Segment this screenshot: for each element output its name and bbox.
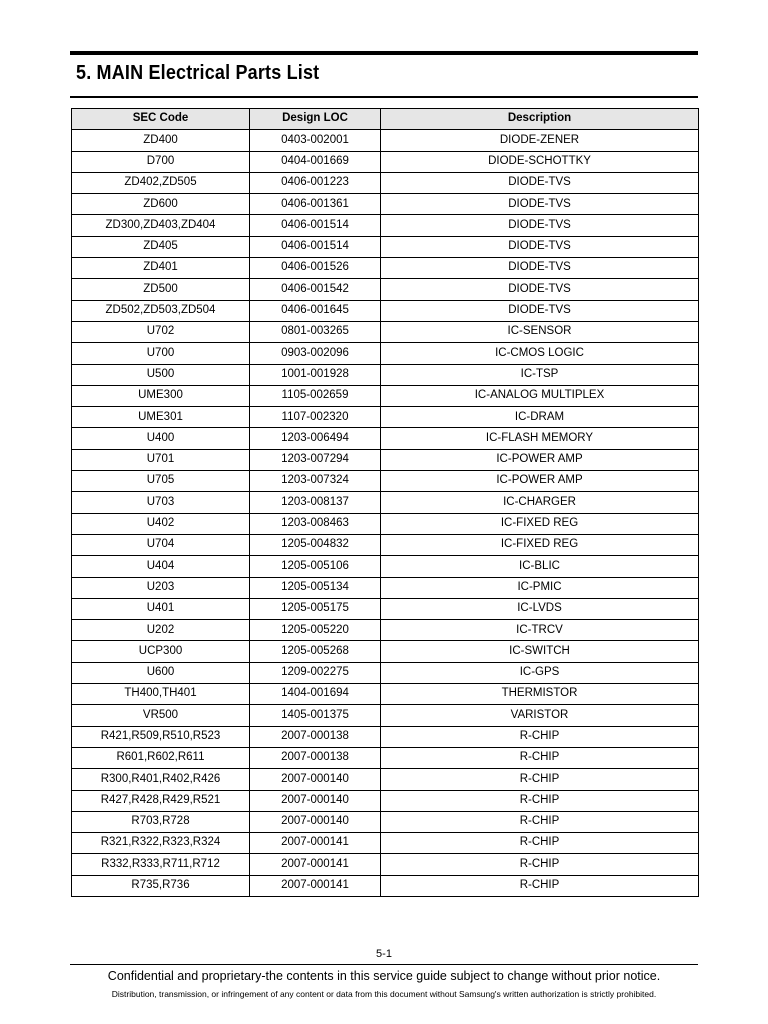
cell-design-loc: 1205-005175 xyxy=(250,598,381,619)
table-row xyxy=(72,492,699,513)
cell-sec-code: R601,R602,R611 xyxy=(72,747,250,768)
cell-design-loc: 1205-005106 xyxy=(250,556,381,577)
cell-sec-code: ZD400 xyxy=(72,130,250,151)
cell-sec-code: U202 xyxy=(72,620,250,641)
cell-sec-code: U600 xyxy=(72,662,250,683)
cell-design-loc: 0406-001645 xyxy=(250,300,381,321)
cell-sec-code: ZD502,ZD503,ZD504 xyxy=(72,300,250,321)
cell-design-loc: 2007-000140 xyxy=(250,769,381,790)
table-row xyxy=(72,854,699,875)
table-row xyxy=(72,705,699,726)
cell-sec-code: R300,R401,R402,R426 xyxy=(72,769,250,790)
table-row xyxy=(72,130,699,151)
cell-description: IC-GPS xyxy=(381,662,699,683)
cell-description: DIODE-TVS xyxy=(381,172,699,193)
page-title: 5. MAIN Electrical Parts List xyxy=(76,62,320,84)
page-number: 5-1 xyxy=(376,948,392,960)
parts-table xyxy=(71,108,699,897)
header-description: Description xyxy=(381,109,699,130)
cell-sec-code: R703,R728 xyxy=(72,811,250,832)
cell-sec-code: VR500 xyxy=(72,705,250,726)
top-rule xyxy=(70,51,698,55)
cell-design-loc: 0403-002001 xyxy=(250,130,381,151)
title-rule xyxy=(70,96,698,98)
cell-description: IC-POWER AMP xyxy=(381,449,699,470)
cell-description: IC-PMIC xyxy=(381,577,699,598)
cell-description: R-CHIP xyxy=(381,854,699,875)
cell-design-loc: 0406-001514 xyxy=(250,215,381,236)
cell-description: DIODE-TVS xyxy=(381,258,699,279)
cell-design-loc: 0406-001361 xyxy=(250,194,381,215)
cell-description: R-CHIP xyxy=(381,875,699,896)
cell-sec-code: UME301 xyxy=(72,407,250,428)
cell-sec-code: U402 xyxy=(72,513,250,534)
cell-sec-code: U401 xyxy=(72,598,250,619)
cell-description: DIODE-TVS xyxy=(381,194,699,215)
table-row xyxy=(72,258,699,279)
cell-sec-code: TH400,TH401 xyxy=(72,684,250,705)
cell-description: IC-SWITCH xyxy=(381,641,699,662)
cell-description: IC-CHARGER xyxy=(381,492,699,513)
cell-description: IC-ANALOG MULTIPLEX xyxy=(381,385,699,406)
cell-sec-code: ZD402,ZD505 xyxy=(72,172,250,193)
cell-sec-code: U203 xyxy=(72,577,250,598)
cell-sec-code: U703 xyxy=(72,492,250,513)
cell-design-loc: 1205-005134 xyxy=(250,577,381,598)
footer-rule xyxy=(70,964,698,965)
cell-design-loc: 2007-000141 xyxy=(250,854,381,875)
cell-design-loc: 1404-001694 xyxy=(250,684,381,705)
cell-description: IC-FLASH MEMORY xyxy=(381,428,699,449)
cell-description: DIODE-TVS xyxy=(381,215,699,236)
cell-design-loc: 0406-001542 xyxy=(250,279,381,300)
cell-description: IC-CMOS LOGIC xyxy=(381,343,699,364)
table-row xyxy=(72,364,699,385)
table-row xyxy=(72,556,699,577)
cell-description: IC-TSP xyxy=(381,364,699,385)
cell-design-loc: 2007-000140 xyxy=(250,811,381,832)
table-row xyxy=(72,726,699,747)
cell-sec-code: R332,R333,R711,R712 xyxy=(72,854,250,875)
cell-sec-code: ZD405 xyxy=(72,236,250,257)
table-row xyxy=(72,598,699,619)
table-row xyxy=(72,449,699,470)
cell-design-loc: 2007-000140 xyxy=(250,790,381,811)
cell-design-loc: 0801-003265 xyxy=(250,321,381,342)
table-row xyxy=(72,641,699,662)
cell-description: DIODE-TVS xyxy=(381,236,699,257)
cell-sec-code: R421,R509,R510,R523 xyxy=(72,726,250,747)
cell-description: DIODE-TVS xyxy=(381,279,699,300)
cell-design-loc: 0406-001526 xyxy=(250,258,381,279)
cell-description: R-CHIP xyxy=(381,833,699,854)
cell-description: IC-TRCV xyxy=(381,620,699,641)
cell-design-loc: 1001-001928 xyxy=(250,364,381,385)
cell-sec-code: R321,R322,R323,R324 xyxy=(72,833,250,854)
cell-design-loc: 1205-005220 xyxy=(250,620,381,641)
cell-design-loc: 1107-002320 xyxy=(250,407,381,428)
cell-design-loc: 2007-000138 xyxy=(250,726,381,747)
cell-sec-code: ZD600 xyxy=(72,194,250,215)
table-header-row xyxy=(72,109,699,130)
footer-notice: Confidential and proprietary-the contents in this service guide subject to change without prior notice. xyxy=(107,969,661,983)
cell-sec-code: U701 xyxy=(72,449,250,470)
table-row xyxy=(72,747,699,768)
table-row xyxy=(72,407,699,428)
table-row xyxy=(72,385,699,406)
cell-description: DIODE-TVS xyxy=(381,300,699,321)
table-row xyxy=(72,343,699,364)
table-row xyxy=(72,684,699,705)
cell-sec-code: U702 xyxy=(72,321,250,342)
cell-sec-code: U700 xyxy=(72,343,250,364)
cell-sec-code: UCP300 xyxy=(72,641,250,662)
table-row xyxy=(72,790,699,811)
cell-description: DIODE-SCHOTTKY xyxy=(381,151,699,172)
cell-description: R-CHIP xyxy=(381,747,699,768)
cell-design-loc: 1405-001375 xyxy=(250,705,381,726)
cell-sec-code: U500 xyxy=(72,364,250,385)
cell-design-loc: 1205-004832 xyxy=(250,534,381,555)
table-row xyxy=(72,662,699,683)
table-row xyxy=(72,875,699,896)
cell-sec-code: U400 xyxy=(72,428,250,449)
table-row xyxy=(72,215,699,236)
table-row xyxy=(72,577,699,598)
table-row xyxy=(72,172,699,193)
cell-design-loc: 0903-002096 xyxy=(250,343,381,364)
cell-description: IC-BLIC xyxy=(381,556,699,577)
cell-sec-code: UME300 xyxy=(72,385,250,406)
cell-design-loc: 1203-007324 xyxy=(250,471,381,492)
table-row xyxy=(72,300,699,321)
cell-design-loc: 1105-002659 xyxy=(250,385,381,406)
cell-design-loc: 0404-001669 xyxy=(250,151,381,172)
cell-sec-code: D700 xyxy=(72,151,250,172)
cell-description: IC-FIXED REG xyxy=(381,513,699,534)
cell-design-loc: 1205-005268 xyxy=(250,641,381,662)
cell-description: IC-SENSOR xyxy=(381,321,699,342)
table-row xyxy=(72,428,699,449)
table-row xyxy=(72,194,699,215)
table-row xyxy=(72,151,699,172)
header-design-loc: Design LOC xyxy=(250,109,381,130)
cell-description: IC-POWER AMP xyxy=(381,471,699,492)
cell-design-loc: 1209-002275 xyxy=(250,662,381,683)
cell-sec-code: ZD500 xyxy=(72,279,250,300)
cell-description: IC-FIXED REG xyxy=(381,534,699,555)
cell-description: R-CHIP xyxy=(381,790,699,811)
cell-design-loc: 1203-007294 xyxy=(250,449,381,470)
cell-description: R-CHIP xyxy=(381,726,699,747)
header-sec-code: SEC Code xyxy=(72,109,250,130)
cell-sec-code: ZD300,ZD403,ZD404 xyxy=(72,215,250,236)
cell-description: IC-DRAM xyxy=(381,407,699,428)
cell-description: R-CHIP xyxy=(381,769,699,790)
cell-description: DIODE-ZENER xyxy=(381,130,699,151)
cell-sec-code: R735,R736 xyxy=(72,875,250,896)
cell-sec-code: ZD401 xyxy=(72,258,250,279)
cell-description: THERMISTOR xyxy=(381,684,699,705)
cell-design-loc: 2007-000138 xyxy=(250,747,381,768)
table-row xyxy=(72,811,699,832)
cell-sec-code: U404 xyxy=(72,556,250,577)
table-row xyxy=(72,236,699,257)
table-row xyxy=(72,769,699,790)
cell-design-loc: 1203-006494 xyxy=(250,428,381,449)
cell-description: R-CHIP xyxy=(381,811,699,832)
table-row xyxy=(72,471,699,492)
table-row xyxy=(72,833,699,854)
table-row xyxy=(72,279,699,300)
table-body xyxy=(72,130,699,897)
cell-description: VARISTOR xyxy=(381,705,699,726)
footer-legal: Distribution, transmission, or infringement of any content or data from this document without Samsung's written authorization is strictly prohibited. xyxy=(111,989,657,999)
table-row xyxy=(72,513,699,534)
cell-design-loc: 2007-000141 xyxy=(250,875,381,896)
cell-design-loc: 2007-000141 xyxy=(250,833,381,854)
cell-sec-code: R427,R428,R429,R521 xyxy=(72,790,250,811)
table-row xyxy=(72,534,699,555)
cell-design-loc: 0406-001514 xyxy=(250,236,381,257)
cell-sec-code: U705 xyxy=(72,471,250,492)
cell-design-loc: 0406-001223 xyxy=(250,172,381,193)
cell-sec-code: U704 xyxy=(72,534,250,555)
cell-design-loc: 1203-008463 xyxy=(250,513,381,534)
table-row xyxy=(72,321,699,342)
cell-design-loc: 1203-008137 xyxy=(250,492,381,513)
cell-description: IC-LVDS xyxy=(381,598,699,619)
table-row xyxy=(72,620,699,641)
